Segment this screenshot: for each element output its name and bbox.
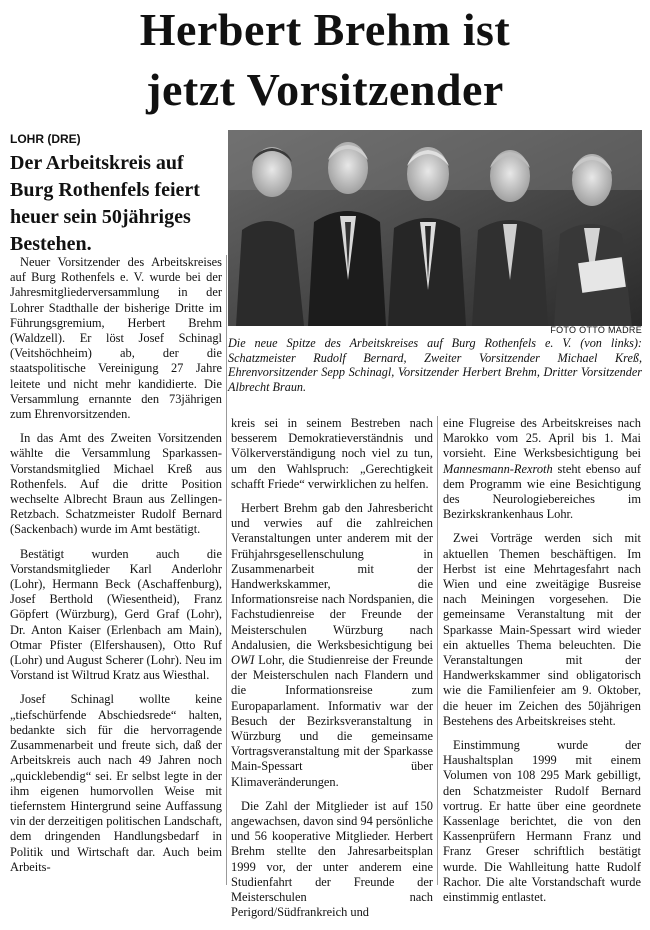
column-divider bbox=[226, 255, 227, 885]
paragraph: Josef Schinagl wollte keine „tiefschürfende Abschiedsrede“ halten, bedankte sich für die hervorragende Zusammenarbeit und freute sich, daß der Arbeitskreis auch nach 49 Jahren noch „quicklebendig“ sei. Er selbst legte in der ihm eigenen humorvollen Weise mit tiefernstem Hintergrund seine Auffassung vin der derzeitigen politischen Landschaft, dem dringenden Handlungsbedarf in Politik und Wirtschaft dar. Auch beim Arbeits- bbox=[10, 692, 222, 874]
subheadline: Der Arbeitskreis auf Burg Rothenfels feiert heuer sein 50jähriges Bestehen. bbox=[10, 152, 200, 255]
photo-credit: FOTO OTTO MADRE bbox=[550, 325, 642, 335]
paragraph: Bestätigt wurden auch die Vorstandsmitglieder Karl Anderlohr (Lohr), Hermann Beck (Aschaffenburg), Josef Berthold (Wiesentheid), Franz Göpfert (Würzburg), Gerd Graf (Lohr), Dr. Anton Kaiser (Erlenbach am Main), Otmar Pfister (Elfershausen), Otto Ruf (Lohr) und August Scherer (Lohr). Neu im Vorstand ist Wiltrud Kratz aus Wiesthal. bbox=[10, 546, 222, 683]
group-photo bbox=[228, 130, 642, 326]
paragraph-text: Lohr, die Studienreise der Freunde der Meisterschulen nach Flandern und die Informationsreise zum Europaparlament. Informativ war der Besuch der Bezirksveranstaltung in Würzburg und die gemeinsame Vortragsveranstaltung mit der Sparkasse Main-Spessart über Klimaveränderungen. bbox=[231, 653, 433, 789]
group-photo-image bbox=[228, 130, 642, 326]
column-divider bbox=[437, 416, 438, 885]
paragraph: In das Amt des Zweiten Vorsitzenden wählte die Versammlung Sparkassen-Vorstandsmitglied Michael Kreß aus Rothenfels. Auf die dritte Position wechselte Albrecht Braun aus Zellingen-Retzbach. Schatzmeister Rudolf Bernard (Sackenbach) wurde im Amt bestätigt. bbox=[10, 431, 222, 537]
headline-line-1: Herbert Brehm ist bbox=[139, 4, 511, 55]
paragraph bbox=[231, 501, 433, 790]
paragraph-text: steht ebenso auf dem Programm wie eine Besichtigung des Neurologiebereiches im Bezirkskrankenhaus Lohr. bbox=[443, 461, 641, 522]
paragraph-text: eine Flugreise des Arbeitskreises nach Marokko vom 25. April bis 1. Mai vorsieht. Eine Werksbesichtigung bei bbox=[443, 416, 641, 461]
paragraph: Einstimmung wurde der Haushaltsplan 1999 mit einem Volumen von 108 295 Mark gebilligt, den Schatzmeister Rudolf Bernard vortrug. Er hatte über eine geordnete Kassenlage berichtet, die von den Kassenprüfern Hermann Franz und Franz Greser schriftlich bestätigt wurde. Die Wahlleitung hatte Rudolf Rachor. Die alte Vorstandschaft wurde einstimmig entlastet. bbox=[443, 738, 641, 905]
article-column-1 bbox=[10, 255, 222, 884]
article-column-3 bbox=[443, 416, 641, 914]
paragraph-text: Herbert Brehm gab den Jahresbericht und verwies auf die zahlreichen Veranstaltungen unter anderem mit der Frühjahrsgesellenschulung in Zusammenarbeit mit der Handwerkskammer, die Informationsreise nach Nordspanien, die Fachstudienreise der Freunde der Meisterschulen Würzburg nach Andalusien, die Werksbesichtigung bei bbox=[231, 501, 433, 652]
photo-caption: Die neue Spitze des Arbeitskreises auf Burg Rothenfels e. V. (von links): Schatzmeister Rudolf Bernard, Zweiter Vorsitzender Michael Kreß, Ehrenvorsitzender Sepp Schinagl, Vorsitzender Herbert Brehm, Dritter Vorsitzender Albrecht Braun. bbox=[228, 336, 642, 394]
paragraph: Die Zahl der Mitglieder ist auf 150 angewachsen, davon sind 94 persönliche und 56 kooperative Mitglieder. Herbert Brehm stellte den Jahresarbeitsplan 1999 vor, der unter anderem eine Studienfahrt der Freunde der Meisterschulen nach Perigord/Südfrankreich und bbox=[231, 798, 433, 920]
dateline: LOHR (DRE) bbox=[10, 132, 81, 146]
paragraph: Zwei Vorträge werden sich mit aktuellen Themen beschäftigen. Im Herbst ist eine Mehrtagesfahrt nach Wien und eine zweitägige Busreise nach Meiningen vorgesehen. Die gemeinsame Veranstaltung mit der Sparkasse Main-Spessart wird wieder ein aktuelles Thema beleuchten. Die Veranstaltungen mit der Handwerkskammer sind obligatorisch wie die Familienfeier am 9. Oktober, die heuer im Zeichen des 50jährigen Bestehens des Arbeitskreises steht. bbox=[443, 531, 641, 728]
headline-line-2: jetzt Vorsitzender bbox=[146, 64, 504, 115]
paragraph: kreis sei in seinem Bestreben nach besserem Demokratieverständnis und Völkerverständigung noch viel zu tun, um den Wahlspruch: „Gerechtigkeit schafft Friede“ verwirklichen zu helfen. bbox=[231, 416, 433, 491]
paragraph: Neuer Vorsitzender des Arbeitskreises auf Burg Rothenfels e. V. wurde bei der Jahresmitgliederversammlung in der Lohrer Stadthalle der bisherige Dritte im Führungsgremium, Herbert Brehm (Waldzell). Er löst Josef Schinagl (Veitshöchheim) ab, der die staatspolitische Vereinigung 27 Jahre leitete und nicht mehr kandidierte. Die Versammlung ernannte den 73jährigen zum Ehrenvorsitzenden. bbox=[10, 255, 222, 422]
article-column-2 bbox=[231, 416, 433, 930]
paragraph bbox=[443, 416, 641, 522]
company-name: Mannesmann-Rexroth bbox=[443, 461, 553, 476]
headline bbox=[0, 0, 650, 120]
company-name: OWI bbox=[231, 653, 255, 668]
